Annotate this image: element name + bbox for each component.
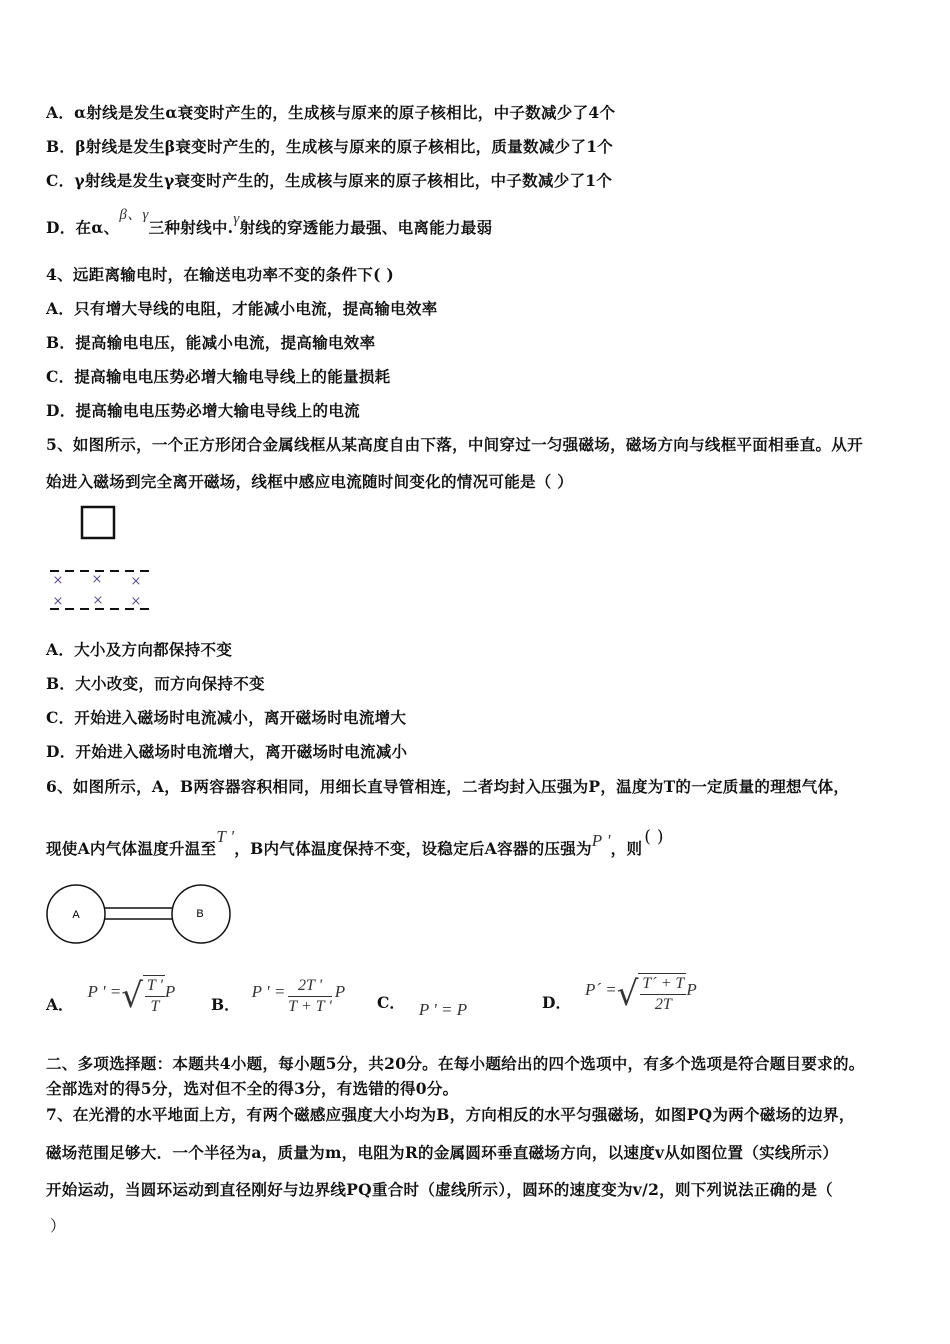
q6-option-a-rhs: P [164,982,176,1001]
q5-figure [40,500,170,620]
q6-option-b-numerator: 2T ' [288,976,331,997]
label-b: B [196,908,204,920]
q7-line2: 磁场范围足够大．一个半径为a，质量为m，电阻为R的金属圆环垂直磁场方向，以速度v从如图位置（实线所示） [46,1143,839,1162]
q5-figure-svg [40,500,170,620]
q6-option-d-label: D． [542,993,571,1012]
q6-option-d-numerator: T´ + T [640,974,686,995]
q7-line4: ） [50,1217,66,1235]
q6-option-a [46,968,175,1024]
q5-option-a: A．大小及方向都保持不变 [46,640,233,659]
field-mark: × [52,594,64,609]
q6-option-d-sqrt [638,973,686,1015]
q6-figure-svg [40,880,240,950]
q3-option-d-suffix: 射线的穿透能力最强、电离能力最弱 [239,218,493,237]
field-mark: × [130,594,142,609]
q6-stem-line2 [46,827,664,859]
section2-line1: 二、多项选择题：本题共4小题，每小题5分，共20分。在每小题给出的四个选项中，有多个选项是符合题目要求的。 [46,1054,865,1073]
q6-option-a-fraction [145,976,165,1017]
q6-option-b-rhs: P [334,982,346,1001]
q6-option-d-fraction [640,974,686,1015]
answer-paren: ( ) [644,827,664,847]
q7-line3: 开始运动，当圆环运动到直径刚好与边界线PQ重合时（虚线所示），圆环的速度变为v/2，则下列说法正确的是（ [46,1180,833,1199]
q6-option-c-expression: P ' = P [418,1000,468,1019]
t-prime: T ' [216,827,235,846]
q4-option-c: C．提高输电电压势必增大输电导线上的能量损耗 [46,367,391,386]
q6-option-d [542,966,697,1022]
label-a: A [72,909,80,921]
q5-stem-line1: 5、如图所示，一个正方形闭合金属线框从某高度自由下落，中间穿过一匀强磁场，磁场方向与线框平面相垂直。从开 [46,435,863,454]
q6-option-a-denominator: T [150,998,160,1015]
q6-stem-line2-b: ，B内气体温度保持不变，设稳定后A容器的压强为 [234,839,592,858]
q6-option-c-label: C． [377,993,405,1012]
sqrt-icon: √ [121,976,143,1016]
field-mark: × [52,573,64,588]
q6-option-c [377,968,467,1024]
q6-option-d-denominator: 2T [654,996,672,1013]
q5-option-b: B．大小改变，而方向保持不变 [46,674,265,693]
q6-option-b [211,968,345,1024]
field-mark: × [92,593,104,608]
q6-option-a-sqrt [143,975,165,1017]
q5-stem-line2: 始进入磁场到完全离开磁场，线框中感应电流随时间变化的情况可能是（ ） [46,472,574,491]
q7-line1: 7、在光滑的水平地面上方，有两个磁感应强度大小均为B，方向相反的水平匀强磁场，如图PQ为两个磁场的边界， [46,1105,855,1124]
p-prime: P ' [591,831,611,850]
q6-option-a-numerator: T ' [145,976,165,997]
q6-option-b-label: B． [211,995,240,1014]
q6-stem-line2-c: ，则 [610,839,643,858]
q6-figure [40,880,240,950]
q6-stem-line2-a: 现使A内气体温度升温至 [46,839,217,858]
q4-option-b: B．提高输电电压，能减小电流，提高输电效率 [46,333,376,352]
q3-option-a: A．α射线是发生α衰变时产生的，生成核与原来的原子核相比，中子数减少了4个 [46,103,616,122]
q3-option-d-mid: 三种射线中. [148,218,234,237]
q6-option-b-fraction [288,976,331,1017]
section2-line2: 全部选对的得5分，选对但不全的得3分，有选错的得0分。 [46,1079,459,1098]
sqrt-icon: √ [616,974,639,1014]
q3-option-d [46,207,493,238]
q3-option-d-beta-gamma: β、γ [119,207,149,223]
q6-option-a-lhs: P ' = [87,982,122,1001]
q6-option-d-lhs: P´ = [584,980,617,999]
q3-option-c: C．γ射线是发生γ衰变时产生的，生成核与原来的原子核相比，中子数减少了1个 [46,171,613,190]
q5-option-d: D．开始进入磁场时电流增大，离开磁场时电流减小 [46,742,408,761]
q6-option-b-lhs: P ' = [251,982,286,1001]
q4-stem: 4、远距离输电时，在输送电功率不变的条件下( ) [46,265,395,284]
q6-option-b-denominator: T + T ' [288,997,332,1015]
field-mark: × [91,572,103,587]
field-mark: × [130,574,142,589]
q6-option-d-rhs: P [686,980,697,999]
q6-stem-line1: 6、如图所示，A，B两容器容积相同，用细长直导管相连，二者均封入压强为P，温度为T的一定质量的理想气体， [46,777,850,796]
q3-option-d-gamma: γ [233,211,240,227]
q3-option-b: B．β射线是发生β衰变时产生的，生成核与原来的原子核相比，质量数减少了1个 [46,137,614,156]
q5-option-c: C．开始进入磁场时电流减小，离开磁场时电流增大 [46,708,407,727]
q4-option-a: A．只有增大导线的电阻，才能减小电流，提高输电效率 [46,299,438,318]
square-frame [82,507,114,538]
q6-option-a-label: A． [46,995,74,1014]
q3-option-d-prefix: D．在α、 [46,218,120,237]
q4-option-d: D．提高输电电压势必增大输电导线上的电流 [46,401,360,420]
